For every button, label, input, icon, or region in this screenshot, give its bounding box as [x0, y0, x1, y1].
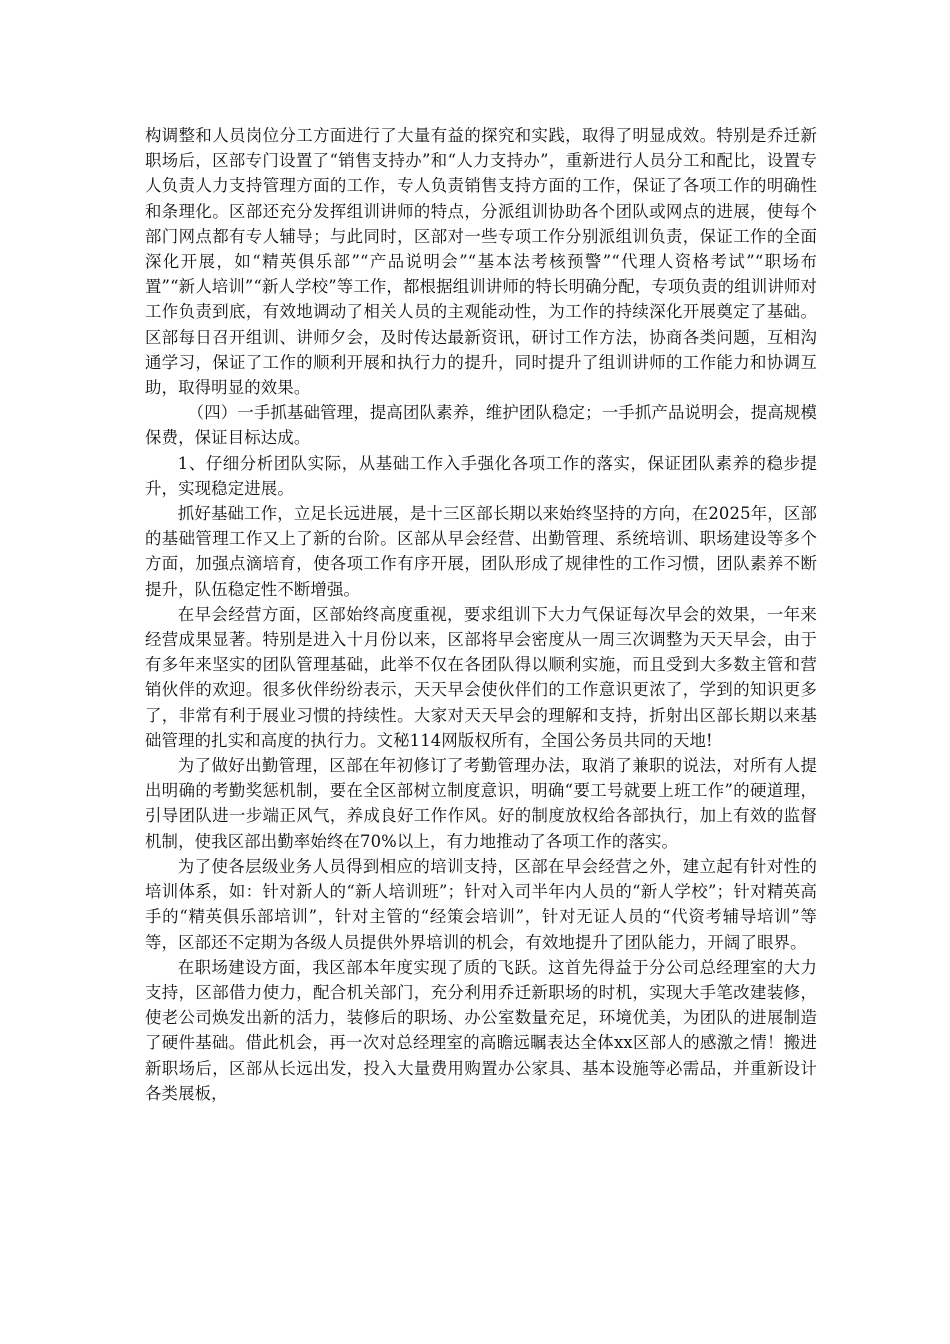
- paragraph-morning-meeting: 在早会经营方面，区部始终高度重视，要求组训下大力气保证每次早会的效果，一年来经营成果显著。特别是进入十月份以来，区部将早会密度从一周三次调整为天天早会，由于有多年来坚实的团队管理基础，此举不仅在各团队得以顺利实施，而且受到大多数主管和营销伙伴的欢迎。很多伙伴纷纷表示，天天早会使伙伴们的工作意识更浓了，学到的知识更多了，非常有利于展业习惯的持续性。大家对天天早会的理解和支持，折射出区部长期以来基础管理的扎实和高度的执行力。文秘114网版权所有，全国公务员共同的天地!: [145, 604, 817, 750]
- paragraph-workplace: 在职场建设方面，我区部本年度实现了质的飞跃。这首先得益于分公司总经理室的大力支持，区部借力使力，配合机关部门，充分利用乔迁新职场的时机，实现大手笔改建装修，使老公司焕发出新的活力，装修后的职场、办公室数量充足，环境优美，为团队的进展制造了硬件基础。借此机会，再一次对总经理室的高瞻远瞩表达全体xx区部人的感激之情！搬进新职场后，区部从长远出发，投入大量费用购置办公家具、基本设施等必需品，并重新设计各类展板，: [145, 957, 817, 1103]
- section-heading-four: （四）一手抓基础管理，提高团队素养，维护团队稳定；一手抓产品说明会，提高规模保费，保证目标达成。: [145, 403, 817, 448]
- paragraph-training: 为了使各层级业务人员得到相应的培训支持，区部在早会经营之外，建立起有针对性的培训体系，如：针对新人的“新人培训班”；针对入司半年内人员的“新人学校”；针对精英高手的“精英俱乐部培训”，针对主管的“经策会培训”，针对无证人员的“代资考辅导培训”等等，区部还不定期为各级人员提供外界培训的机会，有效地提升了团队能力，开阔了眼界。: [145, 856, 817, 952]
- paragraph-org-structure: 构调整和人员岗位分工方面进行了大量有益的探究和实践，取得了明显成效。特别是乔迁新职场后，区部专门设置了“销售支持办”和“人力支持办”，重新进行人员分工和配比，设置专人负责人力支持管理方面的工作，专人负责销售支持方面的工作，保证了各项工作的明确性和条理化。区部还充分发挥组训讲师的特点，分派组训协助各个团队或网点的进展，使每个部门网点都有专人辅导；与此同时，区部对一些专项工作分别派组训负责，保证工作的全面深化开展，如“精英俱乐部”“产品说明会”“基本法考核预警”“代理人资格考试”“职场布置”“新人培训”“新人学校”等工作，都根据组训讲师的特长明确分配，专项负责的组训讲师对工作负责到底，有效地调动了相关人员的主观能动性，为工作的持续深化开展奠定了基础。区部每日召开组训、讲师夕会，及时传达最新资讯，研讨工作方法，协商各类问题，互相沟通学习，保证了工作的顺利开展和执行力的提升，同时提升了组训讲师的工作能力和协调互助，取得明显的效果。: [145, 126, 817, 398]
- document-body: [145, 123, 817, 1106]
- subheading-one: 1、仔细分析团队实际，从基础工作入手强化各项工作的落实，保证团队素养的稳步提升，实现稳定进展。: [145, 453, 817, 498]
- paragraph-attendance: 为了做好出勤管理，区部在年初修订了考勤管理办法，取消了兼职的说法，对所有人提出明确的考勤奖惩机制，要在全区部树立制度意识，明确“要工号就要上班工作”的硬道理，引导团队进一步端正风气，养成良好工作作风。好的制度放权给各部执行，加上有效的监督机制，使我区部出勤率始终在70%以上，有力地推动了各项工作的落实。: [145, 756, 817, 851]
- paragraph-basic-work: 抓好基础工作，立足长远进展，是十三区部长期以来始终坚持的方向，在2025年，区部的基础管理工作又上了新的台阶。区部从早会经营、出勤管理、系统培训、职场建设等多个方面，加强点滴培育，使各项工作有序开展，团队形成了规律性的工作习惯，团队素养不断提升，队伍稳定性不断增强。: [145, 504, 817, 599]
